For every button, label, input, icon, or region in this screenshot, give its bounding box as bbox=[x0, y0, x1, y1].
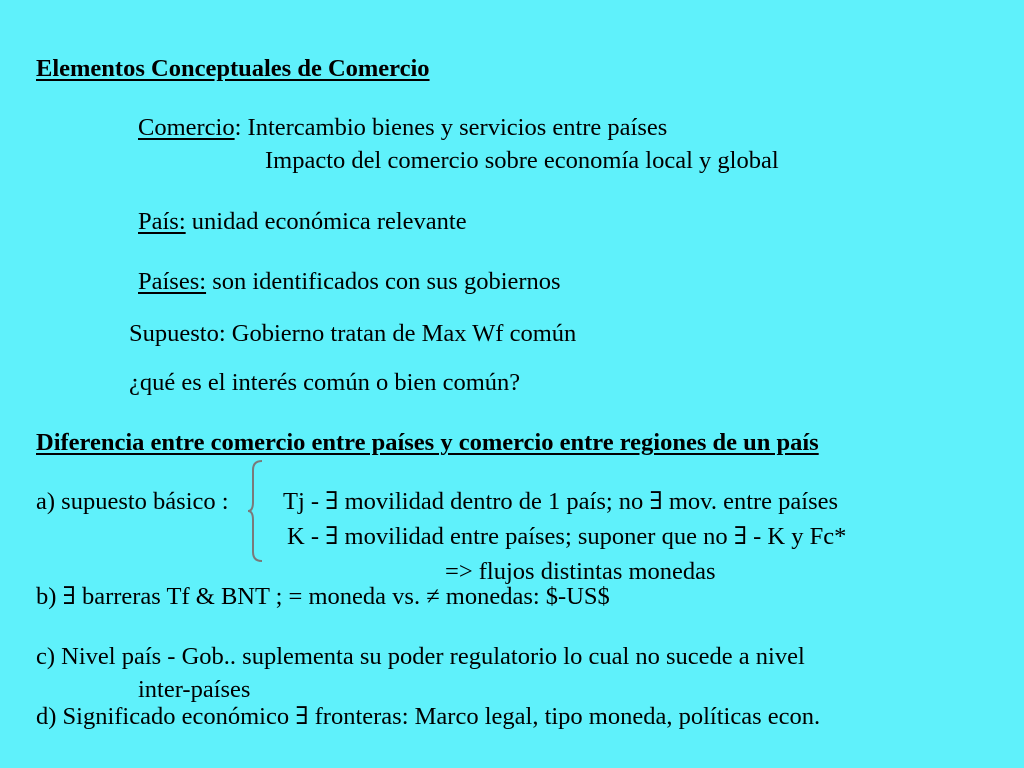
item-b-line: b) ∃ barreras Tf & BNT ; = moneda vs. ≠ monedas: $-US$ bbox=[36, 583, 610, 610]
pais-definition: unidad económica relevante bbox=[185, 208, 467, 235]
item-a-flujos-line: => flujos distintas monedas bbox=[445, 558, 716, 585]
item-a-tj-line: Tj - ∃ movilidad dentro de 1 país; no ∃ mov. entre países bbox=[283, 488, 839, 515]
section-subtitle: Diferencia entre comercio entre países y comercio entre regiones de un país bbox=[36, 429, 819, 456]
item-c-line-2: inter-países bbox=[138, 676, 251, 703]
pais-term: País: bbox=[138, 208, 186, 235]
slide-title: Elementos Conceptuales de Comercio bbox=[36, 55, 430, 82]
comercio-line-2: Impacto del comercio sobre economía local y global bbox=[265, 147, 779, 174]
comercio-definition: : Intercambio bienes y servicios entre países bbox=[234, 114, 668, 141]
supuesto-line: Supuesto: Gobierno tratan de Max Wf común bbox=[129, 320, 577, 347]
pregunta-line: ¿qué es el interés común o bien común? bbox=[129, 369, 521, 396]
paises-line bbox=[138, 270, 561, 295]
comercio-line-1 bbox=[138, 116, 667, 141]
item-a-label: a) supuesto básico : bbox=[36, 488, 229, 515]
item-a-k-line: K - ∃ movilidad entre países; suponer que no ∃ - K y Fc* bbox=[287, 523, 847, 550]
comercio-term: Comercio bbox=[138, 114, 235, 141]
paises-definition: son identificados con sus gobiernos bbox=[206, 268, 561, 295]
item-c-line-1: c) Nivel país - Gob.. suplementa su poder regulatorio lo cual no sucede a nivel bbox=[36, 643, 805, 670]
paises-term: Países: bbox=[138, 268, 207, 295]
left-brace-icon bbox=[247, 460, 263, 562]
pais-line bbox=[138, 210, 467, 235]
item-d-line: d) Significado económico ∃ fronteras: Marco legal, tipo moneda, políticas econ. bbox=[36, 703, 821, 730]
